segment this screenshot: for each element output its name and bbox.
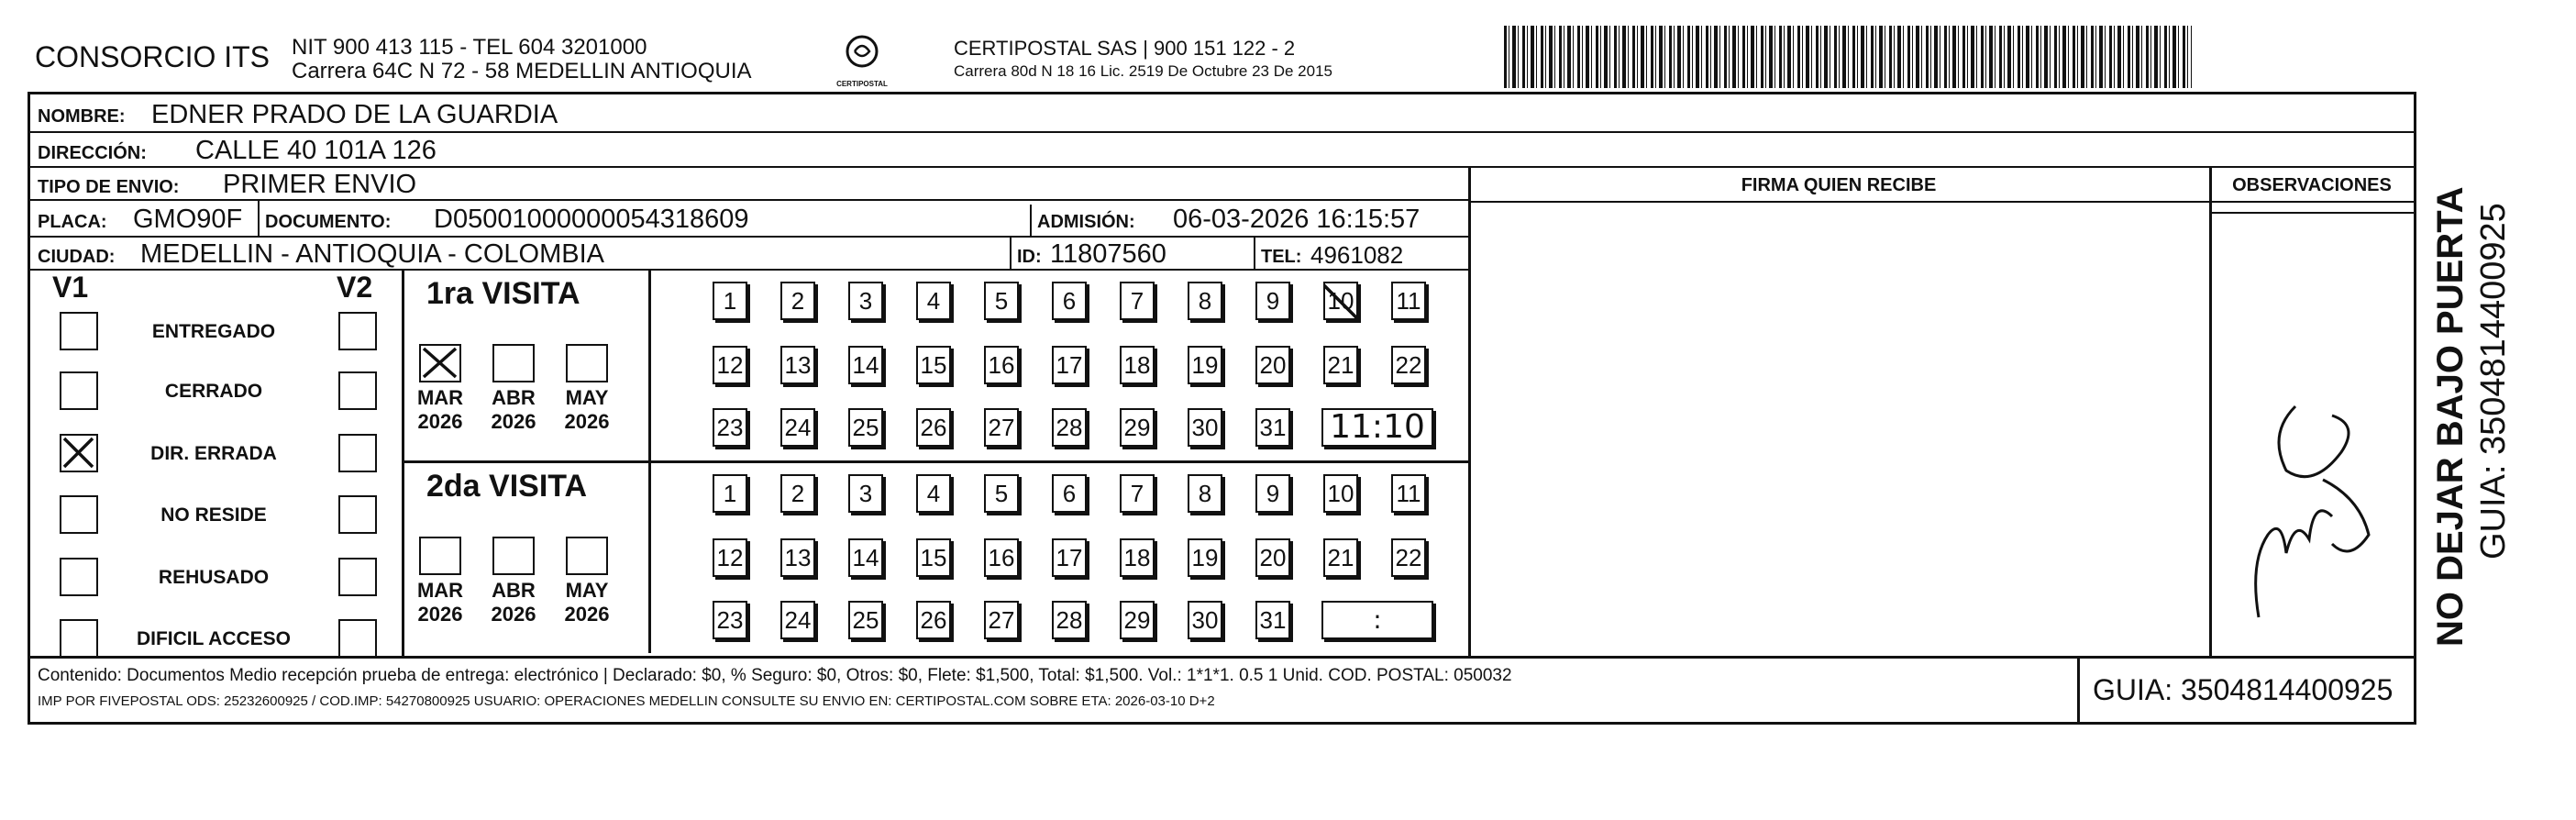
v2-checkbox[interactable] bbox=[338, 371, 377, 410]
year-label: 2026 bbox=[564, 603, 610, 626]
day-box[interactable]: 30 bbox=[1188, 601, 1222, 639]
footer-guia: GUIA: 3504814400925 bbox=[2093, 673, 2394, 706]
day-box[interactable]: 23 bbox=[713, 601, 747, 639]
contenido-text: Contenido: Documentos Medio recepción prueba de entrega: electrónico | Declarado: $0, % Seguro: $0, Otros: $0, Flete: $1,500, Total: $1,500. Vol.: 1*1*1. 0.5 1 Unid. COD. POSTAL: 050032 bbox=[38, 666, 1512, 685]
visit-1-section bbox=[404, 271, 1468, 463]
observaciones-label: OBSERVACIONES bbox=[2232, 175, 2392, 195]
tel-divider bbox=[1254, 238, 1255, 271]
certipostal-logo bbox=[830, 33, 894, 88]
day-box[interactable]: 7 bbox=[1120, 474, 1155, 513]
tel-label: TEL: bbox=[1261, 247, 1302, 267]
obs-column-border bbox=[2209, 168, 2212, 656]
side-guia: GUIA: 3504814400925 bbox=[2474, 203, 2513, 560]
day-box[interactable]: 13 bbox=[780, 538, 815, 577]
status-label: ENTREGADO bbox=[151, 321, 276, 342]
day-box[interactable]: 18 bbox=[1120, 346, 1155, 384]
v1-checkbox[interactable] bbox=[60, 558, 98, 596]
day-box[interactable]: 20 bbox=[1255, 346, 1290, 384]
company-name: CONSORCIO ITS bbox=[35, 40, 271, 73]
v2-label: V2 bbox=[337, 271, 373, 304]
day-box[interactable]: 22 bbox=[1391, 538, 1426, 577]
nit-line: NIT 900 413 115 - TEL 604 3201000 bbox=[292, 35, 647, 60]
day-box[interactable]: 25 bbox=[848, 601, 883, 639]
certipostal-logo-icon bbox=[830, 33, 894, 75]
day-box[interactable]: 30 bbox=[1188, 408, 1222, 447]
firma-header-line bbox=[1468, 201, 2414, 203]
admision-divider bbox=[1030, 205, 1032, 238]
day-box[interactable]: 28 bbox=[1052, 601, 1087, 639]
day-box[interactable]: 17 bbox=[1052, 346, 1087, 384]
day-box[interactable]: 20 bbox=[1255, 538, 1290, 577]
row-placa bbox=[30, 201, 1471, 238]
day-box[interactable]: 29 bbox=[1120, 601, 1155, 639]
year-label: 2026 bbox=[417, 410, 463, 433]
day-box[interactable]: 27 bbox=[984, 408, 1019, 447]
v2-checkbox[interactable] bbox=[338, 434, 377, 472]
day-box[interactable]: 9 bbox=[1255, 282, 1290, 320]
day-box[interactable]: 26 bbox=[916, 408, 951, 447]
direccion-value: CALLE 40 101A 126 bbox=[195, 136, 437, 165]
month-label: MAR bbox=[416, 579, 464, 602]
nombre-value: EDNER PRADO DE LA GUARDIA bbox=[151, 100, 558, 129]
day-box[interactable]: 8 bbox=[1188, 474, 1222, 513]
day-box[interactable]: 29 bbox=[1120, 408, 1155, 447]
ciudad-value: MEDELLIN - ANTIOQUIA - COLOMBIA bbox=[140, 239, 604, 269]
status-rows bbox=[30, 271, 402, 656]
day-box[interactable]: 21 bbox=[1323, 346, 1358, 384]
month-label: ABR bbox=[492, 386, 536, 409]
month-checkbox[interactable] bbox=[566, 537, 608, 575]
day-box[interactable]: 4 bbox=[916, 474, 951, 513]
day-box[interactable]: 11 bbox=[1391, 474, 1426, 513]
month-label: ABR bbox=[492, 579, 536, 602]
x-mark-icon bbox=[421, 346, 459, 380]
status-label: REHUSADO bbox=[158, 567, 270, 588]
day-box[interactable]: 25 bbox=[848, 408, 883, 447]
id-label: ID: bbox=[1017, 247, 1042, 267]
handwritten-signature bbox=[2231, 379, 2396, 636]
footer-guia-box bbox=[2077, 659, 2414, 722]
status-section bbox=[30, 271, 404, 656]
month-label: MAY bbox=[565, 386, 609, 409]
day-box[interactable]: 8 bbox=[1188, 282, 1222, 320]
day-box[interactable]: 15 bbox=[916, 538, 951, 577]
day-box[interactable]: 12 bbox=[713, 538, 747, 577]
day-box[interactable]: 21 bbox=[1323, 538, 1358, 577]
month-divider bbox=[648, 271, 651, 460]
visit-title: 1ra VISITA bbox=[426, 276, 580, 311]
v1-checkbox[interactable] bbox=[60, 371, 98, 410]
status-label: CERRADO bbox=[164, 381, 263, 402]
id-value: 11807560 bbox=[1050, 239, 1166, 269]
day-box[interactable]: 10 bbox=[1323, 474, 1358, 513]
day-box[interactable]: 2 bbox=[780, 474, 815, 513]
v2-checkbox[interactable] bbox=[338, 558, 377, 596]
v1-checkbox[interactable] bbox=[60, 619, 98, 658]
day-box[interactable]: 11 bbox=[1391, 282, 1426, 320]
day-box[interactable]: 14 bbox=[848, 538, 883, 577]
month-divider bbox=[648, 463, 651, 653]
day-box[interactable]: 16 bbox=[984, 346, 1019, 384]
admision-label: ADMISIÓN: bbox=[1037, 212, 1135, 232]
month-checkbox[interactable] bbox=[566, 344, 608, 382]
placa-label: PLACA: bbox=[38, 212, 107, 232]
v2-checkbox[interactable] bbox=[338, 495, 377, 534]
day-box[interactable]: 14 bbox=[848, 346, 883, 384]
month-checkbox[interactable] bbox=[492, 537, 535, 575]
day-box[interactable]: 5 bbox=[984, 474, 1019, 513]
no-dejar-warning: NO DEJAR BAJO PUERTA bbox=[2430, 186, 2471, 647]
month-checkbox[interactable] bbox=[492, 344, 535, 382]
v1-checkbox[interactable] bbox=[60, 312, 98, 350]
day-box[interactable]: 24 bbox=[780, 601, 815, 639]
day-box[interactable]: 31 bbox=[1255, 408, 1290, 447]
month-checkbox[interactable] bbox=[419, 344, 461, 382]
row-ciudad bbox=[30, 238, 1471, 271]
day-box[interactable]: 3 bbox=[848, 282, 883, 320]
day-box[interactable]: 19 bbox=[1188, 346, 1222, 384]
month-label: MAR bbox=[416, 386, 464, 409]
obs-header-line bbox=[2209, 212, 2414, 214]
visit-2-section bbox=[404, 463, 1468, 656]
status-label: DIFICIL ACCESO bbox=[136, 628, 291, 649]
year-label: 2026 bbox=[417, 603, 463, 626]
certipostal-line-1: CERTIPOSTAL SAS | 900 151 122 - 2 bbox=[954, 37, 1296, 60]
day-box[interactable]: 17 bbox=[1052, 538, 1087, 577]
day-box[interactable]: 31 bbox=[1255, 601, 1290, 639]
v2-checkbox[interactable] bbox=[338, 312, 377, 350]
ciudad-label: CIUDAD: bbox=[38, 247, 116, 267]
company-address: Carrera 64C N 72 - 58 MEDELLIN ANTIOQUIA bbox=[292, 59, 752, 83]
day-box[interactable]: 6 bbox=[1052, 282, 1087, 320]
v1-checkbox[interactable] bbox=[60, 495, 98, 534]
admision-value: 06-03-2026 16:15:57 bbox=[1173, 205, 1421, 234]
day-box[interactable]: 9 bbox=[1255, 474, 1290, 513]
day-box[interactable]: 24 bbox=[780, 408, 815, 447]
direccion-label: DIRECCIÓN: bbox=[38, 143, 147, 163]
v1-label: V1 bbox=[52, 271, 89, 304]
day-box[interactable]: 4 bbox=[916, 282, 951, 320]
day-box[interactable]: 12 bbox=[713, 346, 747, 384]
x-mark-icon bbox=[61, 436, 95, 470]
delivery-form bbox=[28, 92, 2416, 725]
day-box[interactable]: 1 bbox=[713, 474, 747, 513]
row-nombre bbox=[30, 94, 2414, 133]
visit-title: 2da VISITA bbox=[426, 469, 588, 504]
day-box[interactable]: 1 bbox=[713, 282, 747, 320]
day-box[interactable]: 23 bbox=[713, 408, 747, 447]
firma-column-border bbox=[1468, 168, 1471, 656]
day-box[interactable]: 2 bbox=[780, 282, 815, 320]
time-box[interactable]: : bbox=[1321, 601, 1433, 639]
year-label: 2026 bbox=[491, 603, 536, 626]
logo-text: CERTIPOSTAL bbox=[836, 80, 888, 88]
day-box[interactable]: 18 bbox=[1120, 538, 1155, 577]
day-box[interactable]: 19 bbox=[1188, 538, 1222, 577]
day-box[interactable]: 6 bbox=[1052, 474, 1087, 513]
year-label: 2026 bbox=[491, 410, 536, 433]
time-box[interactable]: 11:10 bbox=[1321, 408, 1433, 447]
day-box[interactable]: 13 bbox=[780, 346, 815, 384]
day-box[interactable]: 10 bbox=[1323, 282, 1358, 320]
row-tipo bbox=[30, 168, 1471, 201]
nombre-label: NOMBRE: bbox=[38, 106, 126, 127]
day-box[interactable]: 5 bbox=[984, 282, 1019, 320]
year-label: 2026 bbox=[564, 410, 610, 433]
documento-label: DOCUMENTO: bbox=[265, 212, 392, 232]
day-box[interactable]: 27 bbox=[984, 601, 1019, 639]
id-divider bbox=[1010, 238, 1012, 271]
certipostal-line-2: Carrera 80d N 18 16 Lic. 2519 De Octubre 23 De 2015 bbox=[954, 62, 1332, 80]
row-direccion bbox=[30, 133, 2414, 168]
day-box[interactable]: 15 bbox=[916, 346, 951, 384]
tipo-value: PRIMER ENVIO bbox=[223, 170, 417, 199]
status-label: DIR. ERRADA bbox=[150, 443, 277, 464]
firma-label: FIRMA QUIEN RECIBE bbox=[1741, 175, 1937, 195]
day-box[interactable]: 16 bbox=[984, 538, 1019, 577]
month-checkbox[interactable] bbox=[419, 537, 461, 575]
v2-checkbox[interactable] bbox=[338, 619, 377, 658]
v1-checkbox[interactable] bbox=[60, 434, 98, 472]
day-box[interactable]: 7 bbox=[1120, 282, 1155, 320]
day-box[interactable]: 26 bbox=[916, 601, 951, 639]
documento-value: D05001000000054318609 bbox=[434, 205, 749, 234]
month-label: MAY bbox=[565, 579, 609, 602]
footer bbox=[30, 656, 2414, 722]
imp-text: IMP POR FIVEPOSTAL ODS: 25232600925 / COD.IMP: 54270800925 USUARIO: OPERACIONES MEDELLIN CONSULTE SU ENVIO EN: CERTIPOSTAL.COM SOBRE ETA: 2026-03-10 D+2 bbox=[38, 693, 1215, 709]
status-label: NO RESIDE bbox=[160, 504, 267, 526]
day-box[interactable]: 22 bbox=[1391, 346, 1426, 384]
day-box[interactable]: 28 bbox=[1052, 408, 1087, 447]
tipo-label: TIPO DE ENVIO: bbox=[38, 177, 180, 197]
placa-value: GMO90F bbox=[133, 205, 243, 234]
day-box[interactable]: 3 bbox=[848, 474, 883, 513]
barcode bbox=[1504, 26, 2192, 88]
placa-divider bbox=[258, 201, 260, 238]
tel-value: 4961082 bbox=[1310, 241, 1404, 269]
